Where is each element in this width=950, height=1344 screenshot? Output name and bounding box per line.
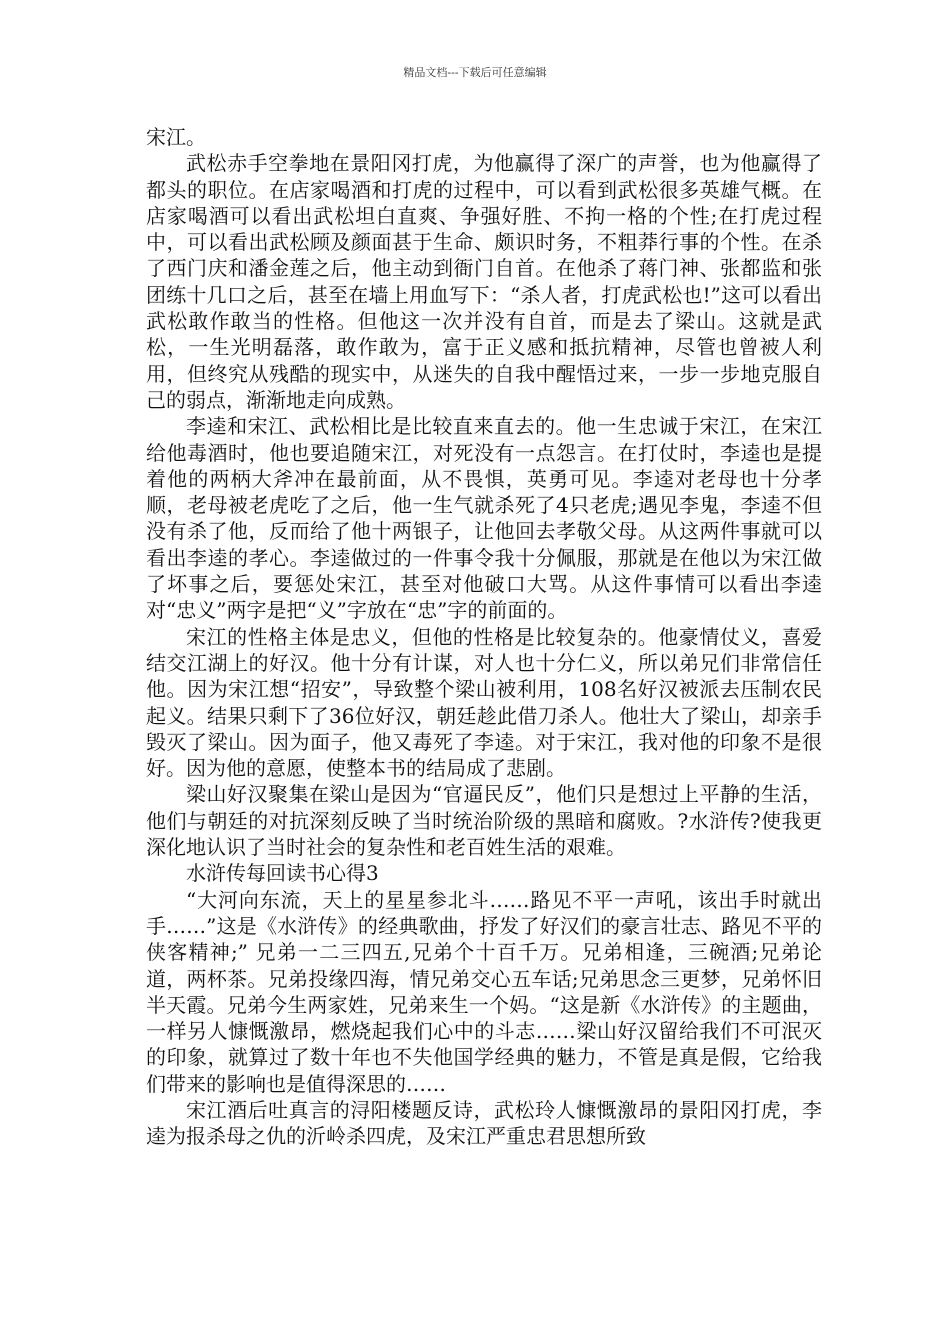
page-header: 精品文档---下载后可任意编辑 [403,66,547,79]
paragraph-songjiang: 宋江的性格主体是忠义，但他的性格是比较复杂的。他豪情仗义，喜爱结交江湖上的好汉。他十分有计谋，对人也十分仁义，所以弟兄们非常信任他。因为宋江想“招安”，导致整个梁山被利用，108名好汉被派去压制农民起义。结果只剩下了36位好汉，朝廷趁此借刀杀人。他壮大了梁山，却亲手毁灭了梁山。因为面子，他又毒死了李逵。对于宋江，我对他的印象不是很好。因为他的意愿，使整本书的结局成了悲剧。 [146,624,822,781]
paragraph-likui: 李逵和宋江、武松相比是比较直来直去的。他一生忠诚于宋江，在宋江给他毒酒时，他也要追随宋江，对死没有一点怨言。在打仗时，李逵也是提着他的两柄大斧冲在最前面，从不畏惧，英勇可见。李逵对老母也十分孝顺，老母被老虎吃了之后，他一生气就杀死了4只老虎;遇见李鬼，李逵不但没有杀了他，反而给了他十两银子，让他回去孝敬父母。从这两件事就可以看出李逵的孝心。李逵做过的一件事令我十分佩服，那就是在他以为宋江做了坏事之后，要惩处宋江，甚至对他破口大骂。从这件事情可以看出李逵对“忠义”两字是把“义”字放在“忠”字的前面的。 [146,414,822,623]
paragraph-continuation: 宋江。 [146,125,206,149]
paragraph-final: 宋江酒后吐真言的浔阳楼题反诗，武松玲人慷慨激昂的景阳冈打虎，李逵为报杀母之仇的沂岭杀四虎，及宋江严重忠君思想所致 [146,1097,822,1149]
paragraph-liangshan: 梁山好汉聚集在梁山是因为“官逼民反”，他们只是想过上平静的生活，他们与朝廷的对抗深刻反映了当时统治阶级的黑暗和腐败。?水浒传?使我更深化地认识了当时社会的复杂性和老百姓生活的艰难。 [146,782,822,860]
paragraph-wusong: 武松赤手空拳地在景阳冈打虎，为他赢得了深广的声誉，也为他赢得了都头的职位。在店家喝酒和打虎的过程中，可以看到武松很多英雄气概。在店家喝酒可以看出武松坦白直爽、争强好胜、不拘一格的个性;在打虎过程中，可以看出武松顾及颜面甚于生命、颇识时务，不粗莽行事的个性。在杀了西门庆和潘金莲之后，他主动到衙门自首。在他杀了蒋门神、张都监和张团练十几口之后，甚至在墙上用血写下：“杀人者，打虎武松也!”这可以看出武松敢作敢当的性格。但他这一次并没有自首，而是去了梁山。这就是武松，一生光明磊落，敢作敢为，富于正义感和抵抗精神，尽管也曾被人利用，但终究从残酷的现实中，从迷失的自我中醒悟过来，一步一步地克服自己的弱点，渐渐地走向成熟。 [146,151,822,412]
paragraph-song-lyrics: “大河向东流，天上的星星参北斗……路见不平一声吼，该出手时就出手……”这是《水浒传》的经典歌曲，抒发了好汉们的豪言壮志、路见不平的侠客精神;” 兄弟一二三四五,兄弟个十百千万。兄弟相逢，三碗酒;兄弟论道，两杯茶。兄弟投缘四海，情兄弟交心五车话;兄弟思念三更梦，兄弟怀旧半天霞。兄弟今生两家姓，兄弟来生一个妈。“这是新《水浒传》的主题曲，一样另人慷慨激昂，燃烧起我们心中的斗志……梁山好汉留给我们不可泯灭的印象，就算过了数十年也不失他国学经典的魅力，不管是真是假，它给我们带来的影响也是值得深思的…… [146,887,822,1096]
section-heading: 水浒传每回读书心得3 [186,861,379,886]
document-body [146,124,822,1150]
